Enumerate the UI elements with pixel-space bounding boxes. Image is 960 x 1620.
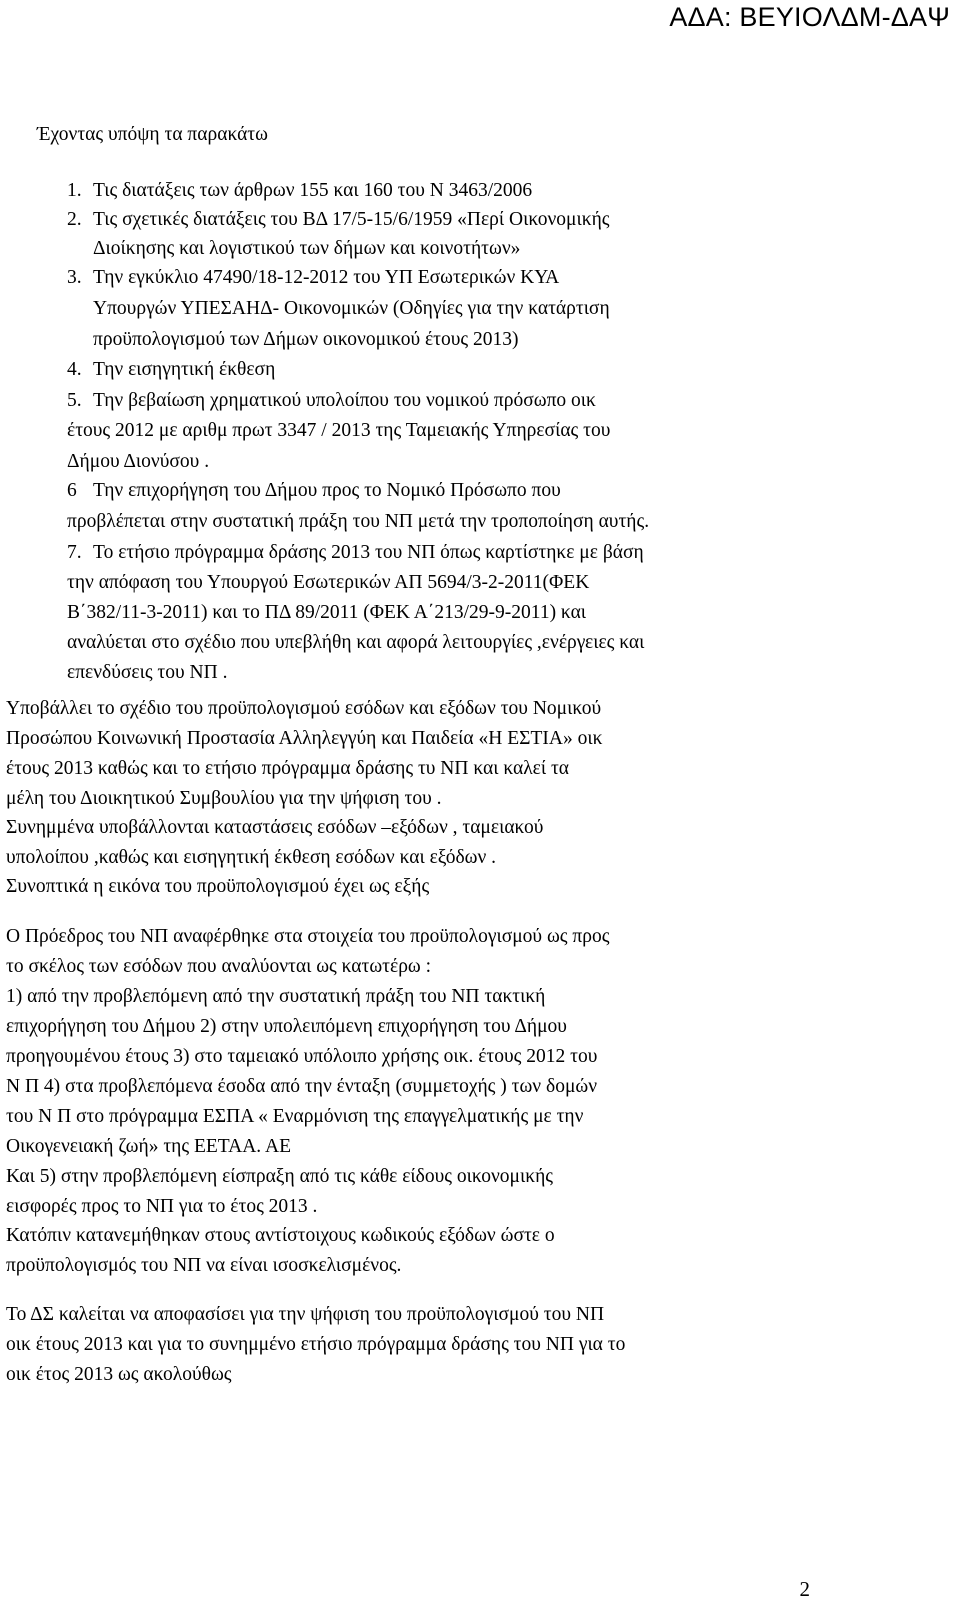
paragraph-line: Συνοπτικά η εικόνα του προϋπολογισμού έχει ως εξής bbox=[6, 876, 430, 897]
paragraph-line: Ν Π 4) στα προβλεπόμενα έσοδα από την ένταξη (συμμετοχής ) των δομών bbox=[6, 1076, 598, 1097]
list-number: 3. bbox=[67, 267, 82, 288]
paragraph-line: εισφορές προς το ΝΠ για το έτος 2013 . bbox=[6, 1196, 318, 1217]
list-item-text: Δήμου Διονύσου . bbox=[67, 451, 210, 472]
paragraph-line: Υποβάλλει το σχέδιο του προϋπολογισμού εσόδων και εξόδων του Νομικού bbox=[6, 698, 602, 719]
list-item-text: αναλύεται στο σχέδιο που υπεβλήθη και αφορά λειτουργίες ,ενέργειες και bbox=[67, 632, 645, 653]
intro-line: Έχοντας υπόψη τα παρακάτω bbox=[37, 124, 268, 145]
paragraph-line: Οικογενειακή ζωή» της ΕΕΤΑΑ. ΑΕ bbox=[6, 1136, 291, 1157]
list-number: 2. bbox=[67, 209, 82, 230]
list-item-text: Τις διατάξεις των άρθρων 155 και 160 του Ν 3463/2006 bbox=[93, 180, 533, 201]
list-item-text: Την βεβαίωση χρηματικού υπολοίπου του νομικού πρόσωπο οικ bbox=[93, 390, 596, 411]
list-item-text: Την εγκύκλιο 47490/18-12-2012 του ΥΠ Εσωτερικών ΚΥΑ bbox=[93, 267, 560, 288]
list-item-text: Υπουργών ΥΠΕΣΑΗΔ- Οικονομικών (Οδηγίες για την κατάρτιση bbox=[93, 298, 610, 319]
paragraph-line: Το ΔΣ καλείται να αποφασίσει για την ψήφιση του προϋπολογισμού του ΝΠ bbox=[6, 1304, 605, 1325]
paragraph-line: 1) από την προβλεπόμενη από την συστατική πράξη του ΝΠ τακτική bbox=[6, 986, 546, 1007]
list-number: 6 bbox=[67, 480, 77, 501]
list-item-text: Β΄382/11-3-2011) και το ΠΔ 89/2011 (ΦΕΚ Α΄213/29-9-2011) και bbox=[67, 602, 587, 623]
list-item-text: προϋπολογισμού των Δήμων οικονομικού έτους 2013) bbox=[93, 329, 519, 350]
list-number: 7. bbox=[67, 542, 82, 563]
list-item-text: επενδύσεις του ΝΠ . bbox=[67, 662, 228, 683]
list-item-text: Το ετήσιο πρόγραμμα δράσης 2013 του ΝΠ όπως καρτίστηκε με βάση bbox=[93, 542, 644, 563]
paragraph-line: οικ έτους 2013 και για το συνημμένο ετήσιο πρόγραμμα δράσης του ΝΠ για το bbox=[6, 1334, 626, 1355]
list-number: 5. bbox=[67, 390, 82, 411]
paragraph-line: υπολοίπου ,καθώς και εισηγητική έκθεση εσόδων και εξόδων . bbox=[6, 847, 497, 868]
paragraph-line: οικ έτος 2013 ως ακολούθως bbox=[6, 1364, 232, 1385]
page-number: 2 bbox=[799, 1577, 810, 1601]
paragraph-line: προϋπολογισμός του ΝΠ να είναι ισοσκελισμένος. bbox=[6, 1255, 402, 1276]
list-item-text: την απόφαση του Υπουργού Εσωτερικών ΑΠ 5694/3-2-2011(ΦΕΚ bbox=[67, 572, 590, 593]
paragraph-line: έτους 2013 καθώς και το ετήσιο πρόγραμμα δράσης τυ ΝΠ και καλεί τα bbox=[6, 758, 570, 779]
paragraph-line: Και 5) στην προβλεπόμενη είσπραξη από τις κάθε είδους οικονομικής bbox=[6, 1166, 553, 1187]
list-item-text: προβλέπεται στην συστατική πράξη του ΝΠ μετά την τροποποίηση αυτής. bbox=[67, 511, 650, 532]
list-item-text: Την επιχορήγηση του Δήμου προς το Νομικό Πρόσωπο που bbox=[93, 480, 561, 501]
list-item-text: Διοίκησης και λογιστικού των δήμων και κοινοτήτων» bbox=[93, 238, 521, 259]
list-number: 1. bbox=[67, 180, 82, 201]
paragraph-line: το σκέλος των εσόδων που αναλύονται ως κατωτέρω : bbox=[6, 956, 432, 977]
paragraph-line: Κατόπιν κατανεμήθηκαν στους αντίστοιχους κωδικούς εξόδων ώστε ο bbox=[6, 1225, 555, 1246]
ada-code-header: ΑΔΑ: ΒΕΥΙΟΛΔΜ-ΔΑΨ bbox=[669, 2, 950, 32]
paragraph-line: μέλη του Διοικητικού Συμβουλίου για την ψήφιση του . bbox=[6, 788, 442, 809]
list-item-text: έτους 2012 με αριθμ πρωτ 3347 / 2013 της Ταμειακής Υπηρεσίας του bbox=[67, 420, 611, 441]
paragraph-line: Συνημμένα υποβάλλονται καταστάσεις εσόδων –εξόδων , ταμειακού bbox=[6, 817, 544, 838]
list-item-text: Την εισηγητική έκθεση bbox=[93, 359, 276, 380]
list-item-text: Τις σχετικές διατάξεις του ΒΔ 17/5-15/6/1959 «Περί Οικονομικής bbox=[93, 209, 610, 230]
paragraph-line: Προσώπου Κοινωνική Προστασία Αλληλεγγύη και Παιδεία «Η ΕΣΤΙΑ» οικ bbox=[6, 728, 603, 749]
list-number: 4. bbox=[67, 359, 82, 380]
paragraph-line: του Ν Π στο πρόγραμμα ΕΣΠΑ « Εναρμόνιση της επαγγελματικής με την bbox=[6, 1106, 584, 1127]
paragraph-line: προηγουμένου έτους 3) στο ταμειακό υπόλοιπο χρήσης οικ. έτους 2012 του bbox=[6, 1046, 598, 1067]
paragraph-line: Ο Πρόεδρος του ΝΠ αναφέρθηκε στα στοιχεία του προϋπολογισμού ως προς bbox=[6, 926, 610, 947]
paragraph-line: επιχορήγηση του Δήμου 2) στην υπολειπόμενη επιχορήγηση του Δήμου bbox=[6, 1016, 567, 1037]
